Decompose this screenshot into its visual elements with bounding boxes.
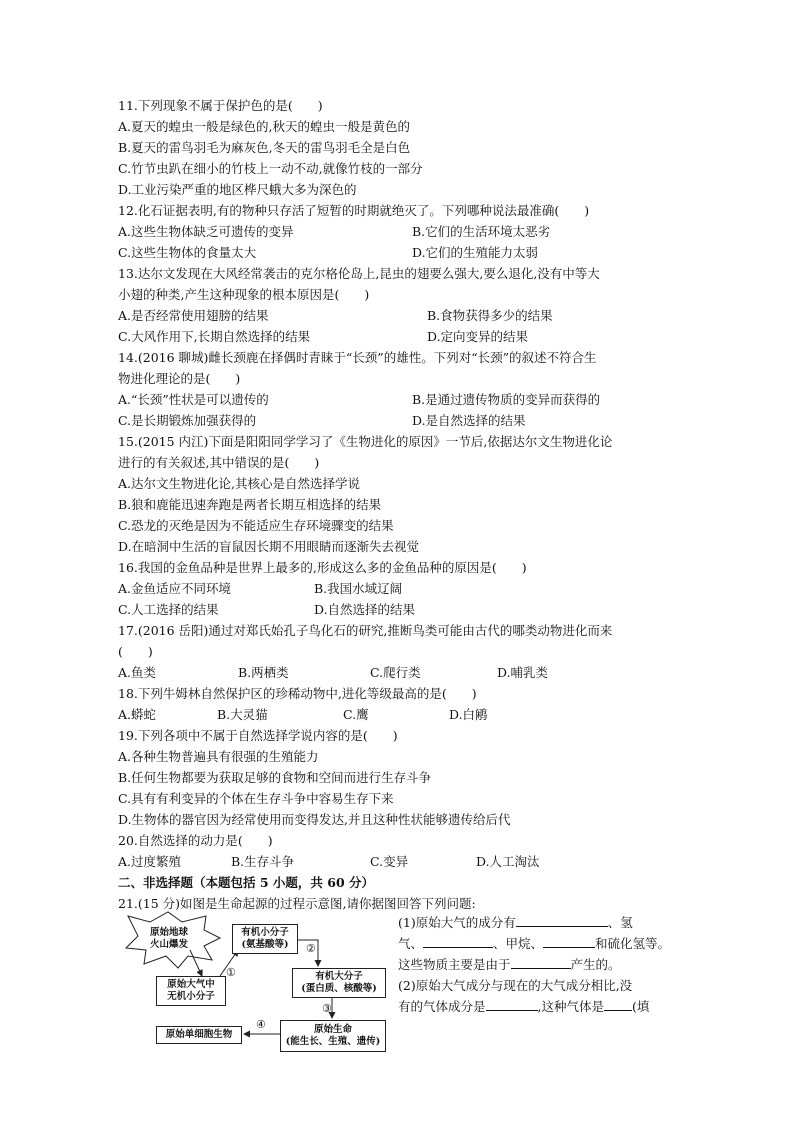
q11-stem: 11.下列现象不属于保护色的是( ) [118,98,323,113]
q17-option-d: D.哺乳类 [497,665,549,680]
q13-option-c: C.大风作用下,长期自然选择的结果 [118,329,311,344]
single-cell-organism-box: 原始单细胞生物 [156,1026,242,1044]
life-origin-diagram [120,910,390,1060]
q21-part1-line1: (1)原始大气的成分有 、氢 [398,915,633,930]
q12-option-d: D.它们的生殖能力太弱 [412,245,539,260]
q13-option-a: A.是否经常使用翅膀的结果 [118,308,269,323]
q21-part1-line3: 这些物质主要是由于 产生的。 [398,957,621,972]
q11-option-c: C.竹节虫趴在细小的竹枝上一动不动,就像竹枝的一部分 [118,161,423,176]
q12-option-a: A.这些生物体缺乏可遗传的变异 [118,224,294,239]
q16-option-a: A.金鱼适应不同环境 [118,581,232,596]
q19-option-d: D.生物体的器官因为经常使用而变得发达,并且这种性状能够遗传给后代 [118,812,511,827]
q11-option-a: A.夏天的蝗虫一般是绿色的,秋天的蝗虫一般是黄色的 [118,119,410,134]
answer-blank[interactable] [543,935,595,948]
step-3-label: ③ [322,1002,332,1015]
step-2-label: ② [306,942,316,955]
q16-option-b: B.我国水域辽阔 [314,581,403,596]
q18-option-b: B.大灵猫 [217,707,268,722]
q17-option-b: B.两栖类 [238,665,289,680]
q13-option-b: B.食物获得多少的结果 [427,308,553,323]
q20-option-c: C.变异 [370,854,409,869]
q15-stem-line1: 15.(2015 内江)下面是阳阳同学学习了《生物进化的原因》一节后,依据达尔文生物进化论 [118,434,613,449]
q20-option-d: D.人工淘汰 [476,854,540,869]
q21-part2-line2: 有的气体成分是 ,这种气体是 (填 [398,999,650,1014]
q20-option-b: B.生存斗争 [231,854,295,869]
q13-option-d: D.定向变异的结果 [427,329,529,344]
q18-option-d: D.白鹇 [449,707,488,722]
q12-stem: 12.化石证据表明,有的物种只存活了短暂的时期就绝灭了。下列哪种说法最准确( ) [118,203,590,218]
organic-large-molecules-box: 有机大分子 (蛋白质、核酸等) [292,968,386,998]
step-1-label: ① [226,966,236,979]
q17-stem-line2: ( ) [118,644,153,659]
answer-blank[interactable] [604,998,632,1011]
q15-stem-line2: 进行的有关叙述,其中错误的是( ) [118,455,320,470]
volcano-label: 原始地球 火山爆发 [149,927,188,950]
q21-stem: 21.(15 分)如图是生命起源的过程示意图,请你据图回答下列问题: [118,896,476,911]
primitive-life-box: 原始生命 (能生长、生殖、遗传) [280,1020,386,1052]
q20-stem: 20.自然选择的动力是( ) [118,833,273,848]
q14-stem-line1: 14.(2016 聊城)雌长颈鹿在择偶时青睐于“长颈”的雄性。下列对“长颈”的叙述不符合生 [118,350,597,365]
q15-option-d: D.在暗洞中生活的盲鼠因长期不用眼睛而逐渐失去视觉 [118,539,420,554]
q14-option-b: B.是通过遗传物质的变异而获得的 [412,392,601,407]
q11-option-d: D.工业污染严重的地区桦尺蛾大多为深色的 [118,182,357,197]
q21-part2-line1: (2)原始大气成分与现在的大气成分相比,没 [398,978,633,993]
q13-stem-line2: 小翅的种类,产生这种现象的根本原因是( ) [118,287,370,302]
answer-blank[interactable] [486,998,538,1011]
q12-option-b: B.它们的生活环境太恶劣 [412,224,551,239]
inorganic-molecules-box: 原始大气中 无机小分子 [156,976,226,1006]
q19-option-a: A.各种生物普遍具有很强的生殖能力 [118,749,319,764]
section-heading: 二、非选择题（本题包括 5 小题，共 60 分） [118,875,375,890]
q16-stem: 16.我国的金鱼品种是世界上最多的,形成这么多的金鱼品种的原因是( ) [118,560,527,575]
q19-stem: 19.下列各项中不属于自然选择学说内容的是( ) [118,728,398,743]
q11-option-b: B.夏天的雷鸟羽毛为麻灰色,冬天的雷鸟羽毛全是白色 [118,140,411,155]
q12-option-c: C.这些生物体的食量太大 [118,245,257,260]
q14-option-a: A.“长颈”性状是可以遗传的 [118,392,269,407]
q18-option-c: C.鹰 [343,707,369,722]
q16-option-d: D.自然选择的结果 [314,602,416,617]
q15-option-c: C.恐龙的灭绝是因为不能适应生存环境骤变的结果 [118,518,394,533]
q15-option-b: B.狼和鹿能迅速奔跑是两者长期互相选择的结果 [118,497,382,512]
q17-stem-line1: 17.(2016 岳阳)通过对郑氏始孔子鸟化石的研究,推断鸟类可能由古代的哪类动物进化而来 [118,623,613,638]
q15-option-a: A.达尔文生物进化论,其核心是自然选择学说 [118,476,360,491]
q17-option-c: C.爬行类 [370,665,421,680]
q14-option-c: C.是长期锻炼加强获得的 [118,413,257,428]
q18-option-a: A.蟒蛇 [118,707,157,722]
step-4-label: ④ [256,1018,266,1031]
q17-option-a: A.鱼类 [118,665,157,680]
q19-option-b: B.任何生物都要为获取足够的食物和空间而进行生存斗争 [118,770,432,785]
q14-option-d: D.是自然选择的结果 [412,413,526,428]
organic-small-molecules-box: 有机小分子 (氨基酸等) [232,924,298,954]
q20-option-a: A.过度繁殖 [118,854,182,869]
q16-option-c: C.人工选择的结果 [118,602,219,617]
q19-option-c: C.具有有利变异的个体在生存斗争中容易生存下来 [118,791,394,806]
answer-blank[interactable] [511,956,571,969]
q21-part1-line2: 气、 、甲烷、 和硫化氢等。 [398,936,671,951]
q14-stem-line2: 物进化理论的是( ) [118,371,241,386]
q13-stem-line1: 13.达尔文发现在大风经常袭击的克尔格伦岛上,昆虫的翅要么强大,要么退化,没有中等大 [118,266,600,281]
answer-blank[interactable] [516,914,608,927]
answer-blank[interactable] [423,935,493,948]
q18-stem: 18.下列牛姆林自然保护区的珍稀动物中,进化等级最高的是( ) [118,686,477,701]
